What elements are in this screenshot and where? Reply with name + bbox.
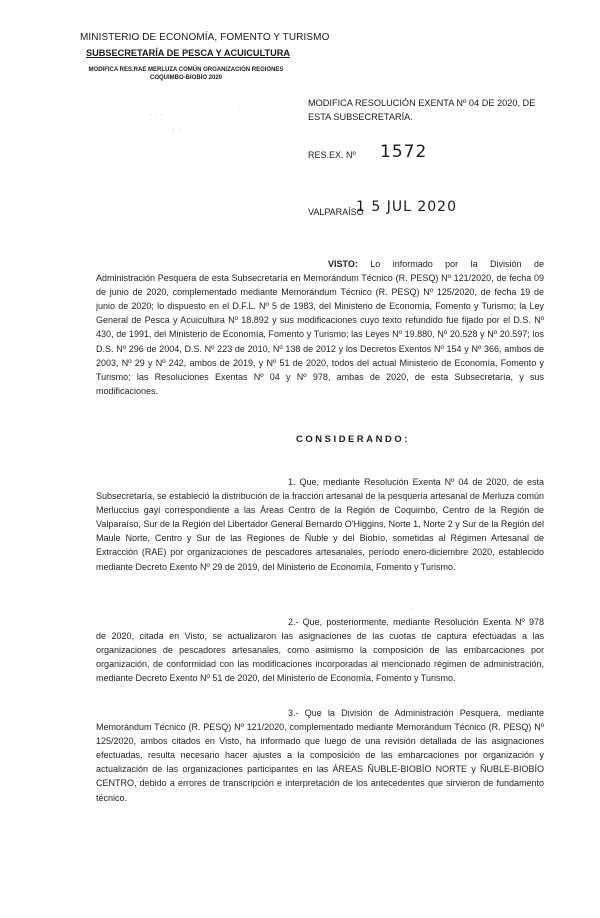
resolution-number: 1572: [380, 142, 428, 162]
resolution-date: 1 5 JUL 2020: [356, 199, 457, 215]
place-label: VALPARAÍSO: [308, 207, 364, 217]
ministry-name: MINISTERIO DE ECONOMÍA, FOMENTO Y TURISMO: [80, 32, 330, 43]
considerando-paragraph-3: 3.- Que la División de Administración Pesquera, mediante Memorándum Técnico (R. PESQ) Nº 121/2020, complementado mediante Memorándum Técnico (R. PESQ) Nº 125/2020, ambos citados en Visto, ha informado que luego de una revisión detallada de las asignaciones efectuadas, resulta necesario hacer ajustes a la composición de las embarcaciones por organización y actualización de las organizaciones participantes en las ÁREAS ÑUBLE-BIOBÍO NORTE y ÑUBLE-BIOBÍO CENTRO, debido a errores de transcripción e interpretación de los antecedentes que sirvieron de fundamento técnico.: [96, 708, 544, 803]
considerando-paragraph-2: 2.- Que, posteriormente, mediante Resolución Exenta Nº 978 de 2020, citada en Visto, se actualizaron las asignaciones de las cuotas de captura efectuadas a las organizaciones de pescadores artesanales, como asimismo la composición de las embarcaciones por organización, de conformidad con las modificaciones incorporadas al mencionado régimen de administración, mediante Decreto Exento Nº 51 de 2020, del Ministerio de Economía, Fomento y Turismo.: [96, 617, 544, 684]
visto-paragraph: [96, 257, 544, 398]
stamp-line-2: · ·: [172, 124, 182, 135]
subsecretaria-name: SUBSECRETARÍA DE PESCA Y ACUICULTURA: [86, 48, 291, 58]
document-summary: MODIFICA RES.RAE MERLUZA COMÚN ORGANIZACIÓN REGIONES COQUIMBO-BIOBÍO 2020: [88, 67, 284, 81]
visto-text: Lo informado por la División de Administración Pesquera de esta Subsecretaría en Memorándum Técnico (R. PESQ) Nº 121/2020, de fecha 09 de junio de 2020, complementado mediante Memorándum Técnico (R. PESQ) Nº 125/2020, de fecha 19 de junio de 2020; lo dispuesto en el D.F.L. Nº 5 de 1983, del Ministerio de Economía, Fomento y Turismo; la Ley General de Pesca y Acuicultura Nº 18.892 y sus modificaciones cuyo texto refundido fue fijado por el D.S. Nº 430, de 1991, del Ministerio de Economía, Fomento y Turismo; las Leyes Nº 19.880, Nº 20.528 y Nº 20.597; los D.S. Nº 296 de 2004, D.S. Nº 223 de 2010, Nº 138 de 2012 y los Decretos Exentos Nº 154 y Nº 366, ambos de 2003, Nº 29 y Nº 242, ambos de 2019, y Nº 51 de 2020, todos del actual Ministerio de Economía, Fomento y Turismo; las Resoluciones Exentas Nº 04 y Nº 978, ambas de 2020, de esta Subsecretaría, y sus modificaciones.: [96, 259, 544, 396]
stamp-line-1: · · ·: [150, 110, 163, 119]
considerando-heading: CONSIDERANDO:: [296, 433, 411, 444]
resolution-subject: MODIFICA RESOLUCIÓN EXENTA Nº 04 DE 2020, DE ESTA SUBSECRETARÍA.: [308, 98, 536, 122]
resolution-label: RES.EX. Nº: [308, 150, 356, 160]
faded-stamp: [140, 102, 258, 150]
considerando-paragraph-1: 1. Que, mediante Resolución Exenta Nº 04 de 2020, de esta Subsecretaría, se estableció la distribución de la fracción artesanal de la pesquería artesanal de Merluza común Merluccius gayi correspondiente a las Áreas Centro de la Región de Coquimbo, Centro de la Región de Valparaíso, Sur de la Región del Libertador General Bernardo O'Higgins, Norte 1, Norte 2 y Sur de la Región del Maule Norte, Centro y Sur de las Regiones de Ñuble y del Biobío, sometidas al Régimen Artesanal de Extracción (RAE) por organizaciones de pescadores artesanales, período enero-diciembre 2020, establecido mediante Decreto Exento Nº 29 de 2019, del Ministerio de Economía, Fomento y Turismo.: [96, 477, 544, 572]
stray-mark: ·: [412, 606, 414, 612]
visto-heading: VISTO:: [328, 259, 358, 269]
stamp-side-text: · · ·: [236, 102, 243, 113]
